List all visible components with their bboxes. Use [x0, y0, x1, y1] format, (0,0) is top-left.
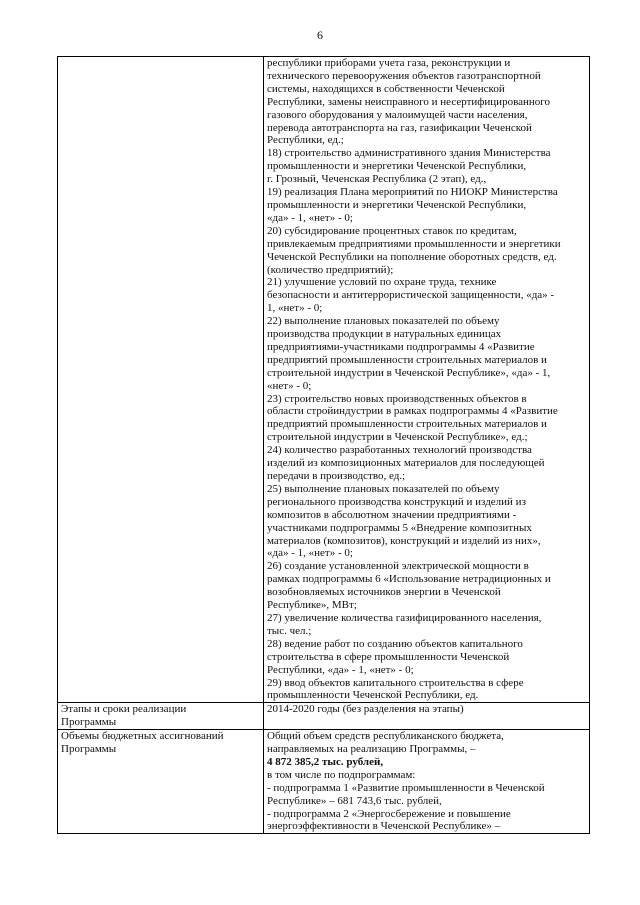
indicator-text-line: 25) выполнение плановых показателей по объему [267, 482, 500, 495]
page-number: 6 [317, 28, 323, 42]
indicator-text-line: материалов (композитов), конструкций и изделий из них», [267, 534, 541, 547]
budget-text-line: направляемых на реализацию Программы, – [267, 743, 476, 756]
indicator-text-line: промышленности Чеченской Республики, ед. [267, 689, 479, 702]
indicator-text-line: перевода автотранспорта на газ, газификации Чеченской [267, 121, 532, 134]
budget-text-line: Общий объем средств республиканского бюджета, [267, 730, 504, 743]
indicator-text-line: системы, находящихся в собственности Чеченской [267, 82, 505, 95]
indicator-text-line: области стройиндустрии в рамках подпрограммы 4 «Развитие [267, 405, 558, 418]
indicator-text-line: 18) строительство административного здания Министерства [267, 147, 551, 160]
stages-label-line: Этапы и сроки реализации [61, 703, 187, 716]
stages-value-cell [264, 703, 590, 730]
indicator-text-line: 26) создание установленной электрической мощности в [267, 560, 529, 573]
indicator-text-line: промышленности и энергетики Чеченской Республики, [267, 198, 527, 211]
indicator-text-line: передачи в производство, ед.; [267, 470, 406, 482]
indicator-text-line: 21) улучшение условий по охране труда, технике [267, 276, 497, 289]
indicator-text-line: «нет» - 0; [267, 379, 312, 392]
indicator-text-line: Чеченской Республики на пополнение оборотных средств, ед. [267, 250, 557, 263]
indicator-text-line: Республики, замены неисправного и несертифицированного [267, 95, 551, 108]
indicator-text-line: 27) увеличение количества газифицированного населения, [267, 611, 542, 624]
indicator-text-line: Республики, «да» - 1, «нет» - 0; [267, 663, 414, 676]
table-row-budget [58, 730, 590, 834]
indicator-text-line: предприятий промышленности строительных материалов и [267, 418, 547, 431]
indicator-text-line: г. Грозный, Чеченская Республика (2 этап), ед., [267, 173, 487, 186]
indicator-text-line: регионального производства конструкций и изделий из [267, 495, 526, 508]
indicator-text-line: 28) ведение работ по созданию объектов капитального [267, 637, 523, 650]
indicator-text-line: 19) реализация Плана мероприятий по НИОКР Министерства [267, 186, 558, 199]
indicator-text-line: строительной индустрии в Чеченской Республике», «да» - 1, [267, 366, 551, 379]
budget-value-cell [264, 730, 590, 834]
indicator-text-line: 24) количество разработанных технологий производства [267, 444, 532, 457]
indicator-text-line: промышленности и энергетики Чеченской Республики, [267, 160, 527, 173]
indicator-text-line: 22) выполнение плановых показателей по объему [267, 315, 500, 328]
indicator-text-line: технического перевооружения объектов газотранспортной [267, 69, 541, 82]
indicator-text-line: «да» - 1, «нет» - 0; [267, 547, 353, 560]
indicator-text-line: возобновляемых источников энергии в Чеченской [267, 586, 501, 599]
indicator-text-line: тыс. чел.; [267, 624, 312, 637]
indicator-text-line: рамках подпрограммы 6 «Использование нетрадиционных и [267, 573, 551, 586]
indicator-text-line: строительной индустрии в Чеченской Республике», ед.; [267, 431, 528, 444]
indicator-text-line: 23) строительство новых производственных объектов в [267, 392, 527, 405]
budget-total: 4 872 385,2 тыс. рублей, [267, 755, 384, 768]
budget-text-line: в том числе по подпрограммам: [267, 768, 416, 781]
budget-text-line: энергоэффективности в Чеченской Республике» – [267, 820, 501, 833]
stages-label-line: Программы [61, 716, 117, 729]
budget-label-line: Объемы бюджетных ассигнований [61, 730, 224, 743]
indicator-text-line: 1, «нет» - 0; [267, 302, 323, 315]
indicator-text-line: композитов в абсолютном значении предприятиями - [267, 508, 517, 521]
indicator-text-line: безопасности и антитеррористической защищенности, «да» - [267, 289, 555, 302]
indicator-text-line: строительства в сфере промышленности Чеченской [267, 650, 510, 663]
indicator-text-line: привлекаемым предприятиями промышленности и энергетики [267, 237, 561, 250]
budget-label-line: Программы [61, 743, 117, 756]
indicator-text-line: газового оборудования у малоимущей части населения, [267, 108, 528, 121]
indicator-text-line: производства продукции в натуральных единицах [267, 328, 502, 341]
stages-value: 2014-2020 годы (без разделения на этапы) [267, 703, 464, 716]
stages-label-cell [58, 703, 264, 730]
indicators-cell [264, 57, 590, 703]
indicator-text-line: предприятиями-участниками подпрограммы 4 «Развитие [267, 340, 535, 353]
budget-text-line: - подпрограмма 1 «Развитие промышленности в Чеченской [267, 781, 545, 794]
indicator-text-line: участниками подпрограммы 5 «Внедрение композитных [267, 521, 532, 534]
row-label-empty [58, 57, 264, 703]
budget-text-line: Республике» – 681 743,6 тыс. рублей, [267, 794, 442, 807]
indicator-text-line: «да» - 1, «нет» - 0; [267, 211, 353, 224]
table-row-stages [58, 703, 590, 730]
indicator-text-line: предприятий промышленности строительных материалов и [267, 353, 547, 366]
indicator-text-line: Республике», МВт; [267, 599, 357, 612]
indicator-text-line: изделий из композиционных материалов для последующей [267, 457, 545, 470]
budget-label-cell [58, 730, 264, 834]
budget-text-line: - подпрограмма 2 «Энергосбережение и повышение [267, 807, 511, 820]
table-row-indicators [58, 57, 590, 703]
indicator-text-line: 29) ввод объектов капитального строительства в сфере [267, 676, 524, 689]
indicator-text-line: республики приборами учета газа, реконструкции и [267, 57, 511, 69]
indicator-text-line: Республики, ед.; [267, 134, 344, 147]
program-passport-table [57, 56, 590, 834]
indicator-text-line: 20) субсидирование процентных ставок по кредитам, [267, 224, 517, 237]
indicator-text-line: (количество предприятий); [267, 263, 394, 276]
